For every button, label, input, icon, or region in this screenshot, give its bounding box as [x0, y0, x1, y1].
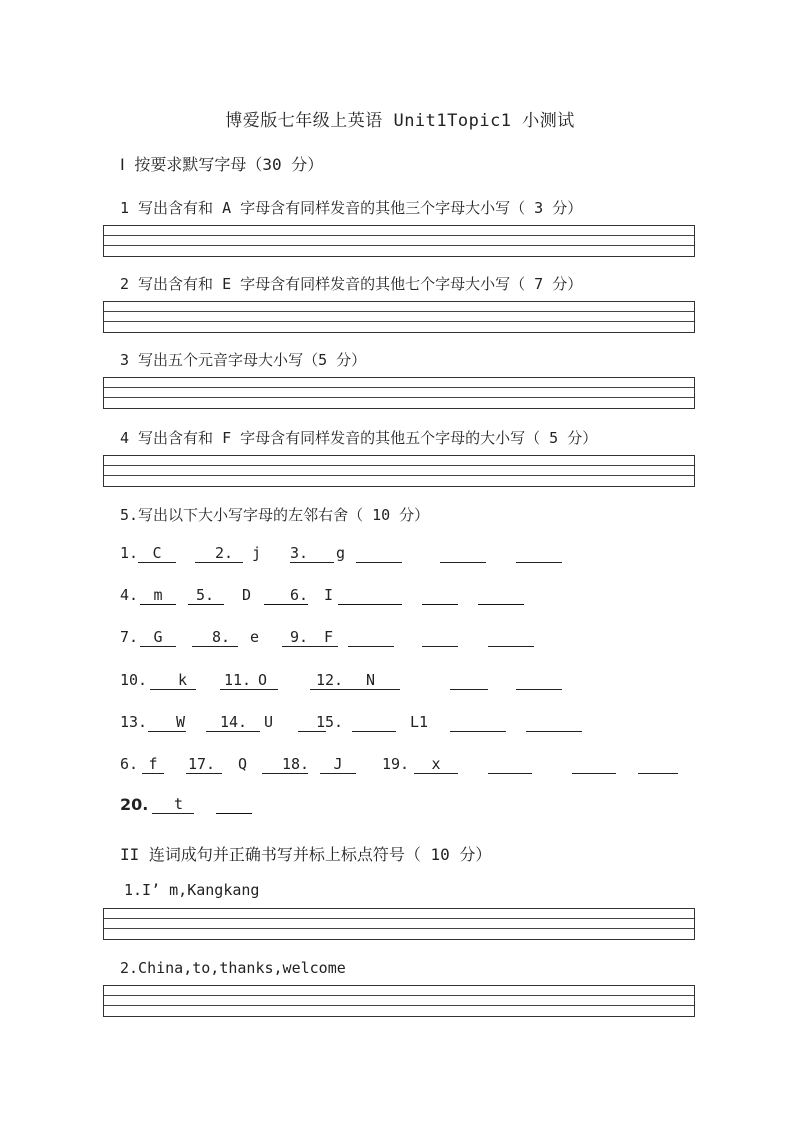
neighbor-blank[interactable]	[140, 628, 176, 647]
question-5: 5.写出以下大小写字母的左邻右舍（ 10 分）	[120, 506, 430, 524]
item-number: 17.	[188, 755, 216, 773]
item-number: 6.	[120, 755, 139, 773]
neighbor-blank[interactable]	[192, 628, 238, 647]
question-2: 2 写出含有和 E 字母含有同样发音的其他七个字母大小写（ 7 分）	[120, 275, 583, 293]
neighbor-blank[interactable]	[290, 544, 334, 563]
item-number: 3.	[290, 544, 309, 562]
sentence-lines-1[interactable]	[103, 908, 695, 940]
given-letter: C	[152, 544, 162, 562]
neighbor-blank[interactable]	[338, 586, 402, 605]
item-number: 13.	[120, 713, 148, 731]
given-letter: j	[252, 544, 262, 562]
item-number: 19.	[382, 755, 410, 773]
question-4: 4 写出含有和 F 字母含有同样发音的其他五个字母的大小写（ 5 分）	[120, 429, 598, 447]
given-letter: k	[178, 671, 188, 689]
sentence-question-2: 2.China,to,thanks,welcome	[120, 959, 346, 977]
given-letter: L1	[410, 713, 429, 731]
given-letter: F	[324, 628, 334, 646]
given-letter: J	[333, 755, 343, 773]
neighbor-blank[interactable]	[152, 795, 194, 814]
neighbor-blank[interactable]	[422, 586, 458, 605]
neighbor-blank[interactable]	[262, 755, 308, 774]
neighbor-blank[interactable]	[148, 713, 186, 732]
neighbor-blank[interactable]	[310, 671, 400, 690]
sentence-lines-2[interactable]	[103, 985, 695, 1017]
item-number: 14.	[220, 713, 248, 731]
item-number: 6.	[290, 586, 309, 604]
item-number: 11.	[224, 671, 252, 689]
item-number: 15.	[316, 713, 344, 731]
neighbor-blank[interactable]	[450, 713, 506, 732]
neighbor-blank[interactable]	[142, 755, 164, 774]
neighbor-blank[interactable]	[516, 544, 562, 563]
neighbor-blank[interactable]	[352, 713, 396, 732]
neighbor-blank[interactable]	[488, 755, 532, 774]
item-number: 8.	[212, 628, 231, 646]
given-letter: N	[366, 671, 376, 689]
neighbor-blank[interactable]	[478, 586, 524, 605]
given-letter: f	[148, 755, 158, 773]
neighbor-blank[interactable]	[440, 544, 486, 563]
neighbor-blank[interactable]	[264, 586, 308, 605]
neighbor-blank[interactable]	[188, 586, 224, 605]
neighbor-blank[interactable]	[414, 755, 458, 774]
question-3: 3 写出五个元音字母大小写（5 分）	[120, 351, 367, 369]
given-letter: I	[324, 586, 334, 604]
neighbor-blank[interactable]	[450, 671, 488, 690]
item-number: 18.	[282, 755, 310, 773]
answer-lines-3[interactable]	[103, 377, 695, 409]
answer-lines-4[interactable]	[103, 455, 695, 487]
neighbor-blank[interactable]	[195, 544, 243, 563]
neighbor-blank[interactable]	[220, 671, 278, 690]
neighbor-blank[interactable]	[526, 713, 582, 732]
item-number: 20.	[120, 795, 149, 814]
neighbor-blank[interactable]	[186, 755, 222, 774]
item-number: 10.	[120, 671, 148, 689]
item-number: 2.	[215, 544, 234, 562]
given-letter: G	[153, 628, 163, 646]
given-letter: x	[431, 755, 441, 773]
given-letter: e	[250, 628, 260, 646]
item-number: 9.	[290, 628, 309, 646]
neighbor-blank[interactable]	[282, 628, 338, 647]
answer-lines-2[interactable]	[103, 301, 695, 333]
neighbor-blank[interactable]	[320, 755, 356, 774]
given-letter: t	[174, 795, 184, 813]
neighbor-blank[interactable]	[138, 544, 176, 563]
given-letter: W	[176, 713, 186, 731]
neighbor-blank[interactable]	[516, 671, 562, 690]
neighbor-blank[interactable]	[150, 671, 196, 690]
neighbor-blank[interactable]	[140, 586, 176, 605]
given-letter: D	[242, 586, 252, 604]
neighbor-blank[interactable]	[216, 795, 252, 814]
given-letter: g	[336, 544, 346, 562]
given-letter: Q	[238, 755, 248, 773]
given-letter: O	[258, 671, 268, 689]
section-1-heading: Ⅰ 按要求默写字母（30 分）	[120, 155, 324, 174]
neighbor-blank[interactable]	[638, 755, 678, 774]
item-number: 4.	[120, 586, 139, 604]
neighbor-blank[interactable]	[348, 628, 394, 647]
item-number: 7.	[120, 628, 139, 646]
item-number: 1.	[120, 544, 139, 562]
given-letter: U	[264, 713, 274, 731]
neighbor-blank[interactable]	[298, 713, 344, 732]
neighbor-blank[interactable]	[356, 544, 402, 563]
neighbor-blank[interactable]	[422, 628, 458, 647]
question-1: 1 写出含有和 A 字母含有同样发音的其他三个字母大小写（ 3 分）	[120, 199, 583, 217]
answer-lines-1[interactable]	[103, 225, 695, 257]
item-number: 12.	[316, 671, 344, 689]
item-number: 5.	[196, 586, 215, 604]
neighbor-blank[interactable]	[572, 755, 616, 774]
neighbor-blank[interactable]	[488, 628, 534, 647]
section-2-heading: II 连词成句并正确书写并标上标点符号（ 10 分）	[120, 845, 492, 864]
neighbor-blank[interactable]	[206, 713, 260, 732]
page-title: 博爱版七年级上英语 Unit1Topic1 小测试	[225, 111, 575, 131]
sentence-question-1: 1.I’ m,Kangkang	[124, 881, 260, 899]
given-letter: m	[153, 586, 163, 604]
